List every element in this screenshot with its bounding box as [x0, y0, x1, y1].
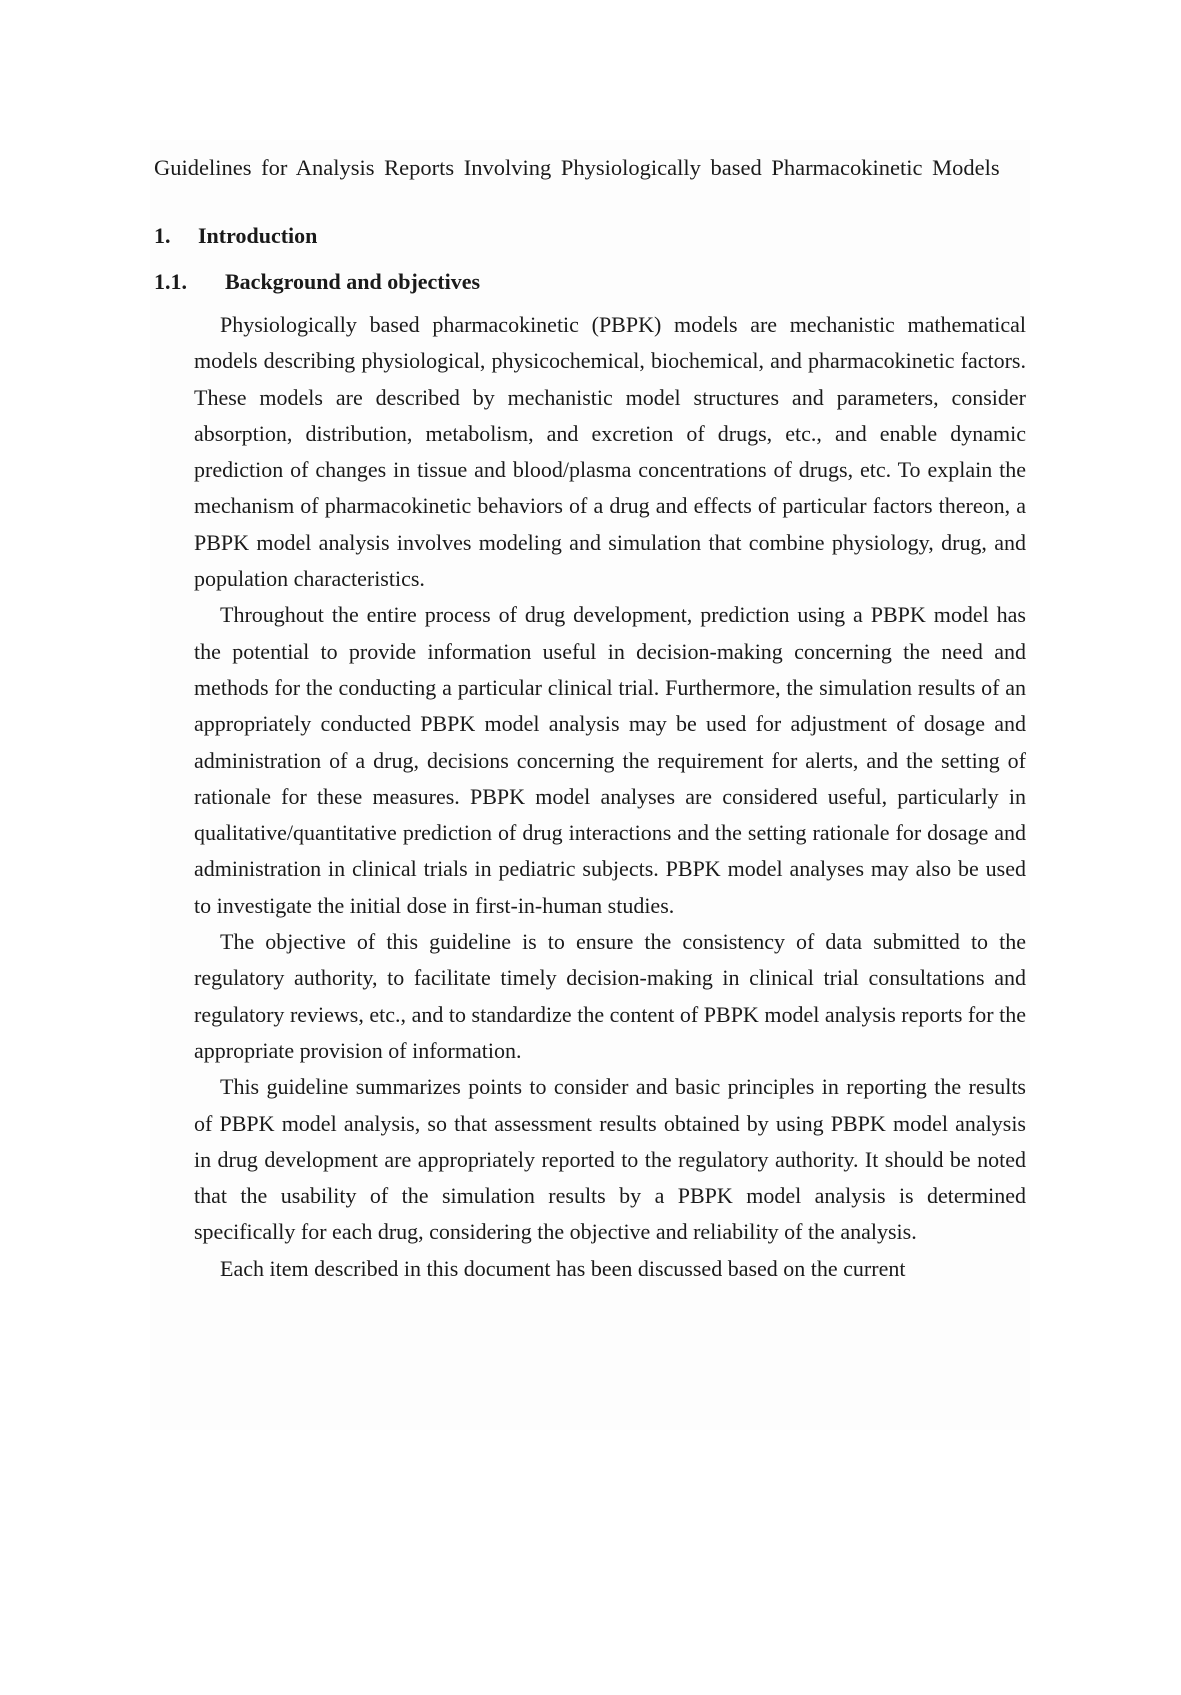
subsection-heading — [154, 267, 1030, 297]
body-text — [194, 307, 1026, 1287]
section-number: 1. — [154, 223, 171, 248]
text-panel — [150, 140, 1030, 1430]
paragraph-drug-development: Throughout the entire process of drug development, prediction using a PBPK model has the potential to provide information useful in decision-making concerning the need and methods for the conducting a particular clinical trial. Furthermore, the simulation results of an appropriately conducted PBPK model analysis may be used for adjustment of dosage and administration of a drug, decisions concerning the requirement for alerts, and the setting of rationale for these measures. PBPK model analyses are considered useful, particularly in qualitative/quantitative prediction of drug interactions and the setting rationale for dosage and administration in clinical trials in pediatric subjects. PBPK model analyses may also be used to investigate the initial dose in first-in-human studies. — [194, 602, 1026, 918]
document-title: Guidelines for Analysis Reports Involving Physiologically based Pharmacokinetic Models — [154, 155, 1000, 180]
paragraph-pbpk-definition: Physiologically based pharmacokinetic (PBPK) models are mechanistic mathematical models describing physiological, physicochemical, biochemical, and pharmacokinetic factors. These models are described by mechanistic model structures and parameters, consider absorption, distribution, metabolism, and excretion of drugs, etc., and enable dynamic prediction of changes in tissue and blood/plasma concentrations of drugs, etc. To explain the mechanism of pharmacokinetic behaviors of a drug and effects of particular factors thereon, a PBPK model analysis involves modeling and simulation that combine physiology, drug, and population characteristics. — [194, 312, 1026, 592]
paragraph-summary: This guideline summarizes points to consider and basic principles in reporting the results of PBPK model analysis, so that assessment results obtained by using PBPK model analysis in drug development are appropriately reported to the regulatory authority. It should be noted that the usability of the simulation results by a PBPK model analysis is determined specifically for each drug, considering the objective and reliability of the analysis. — [194, 1074, 1026, 1245]
section-heading — [154, 221, 1030, 251]
paragraph-items-discussed: Each item described in this document has been discussed based on the current — [220, 1255, 906, 1281]
subsection-number: 1.1. — [154, 269, 187, 294]
subsection-title: Background and objectives — [225, 269, 481, 294]
section-title: Introduction — [198, 223, 318, 248]
paragraph-objective: The objective of this guideline is to ensure the consistency of data submitted to the regulatory authority, to facilitate timely decision-making in clinical trial consultations and regulatory reviews, etc., and to standardize the content of PBPK model analysis reports for the appropriate provision of information. — [194, 929, 1026, 1063]
